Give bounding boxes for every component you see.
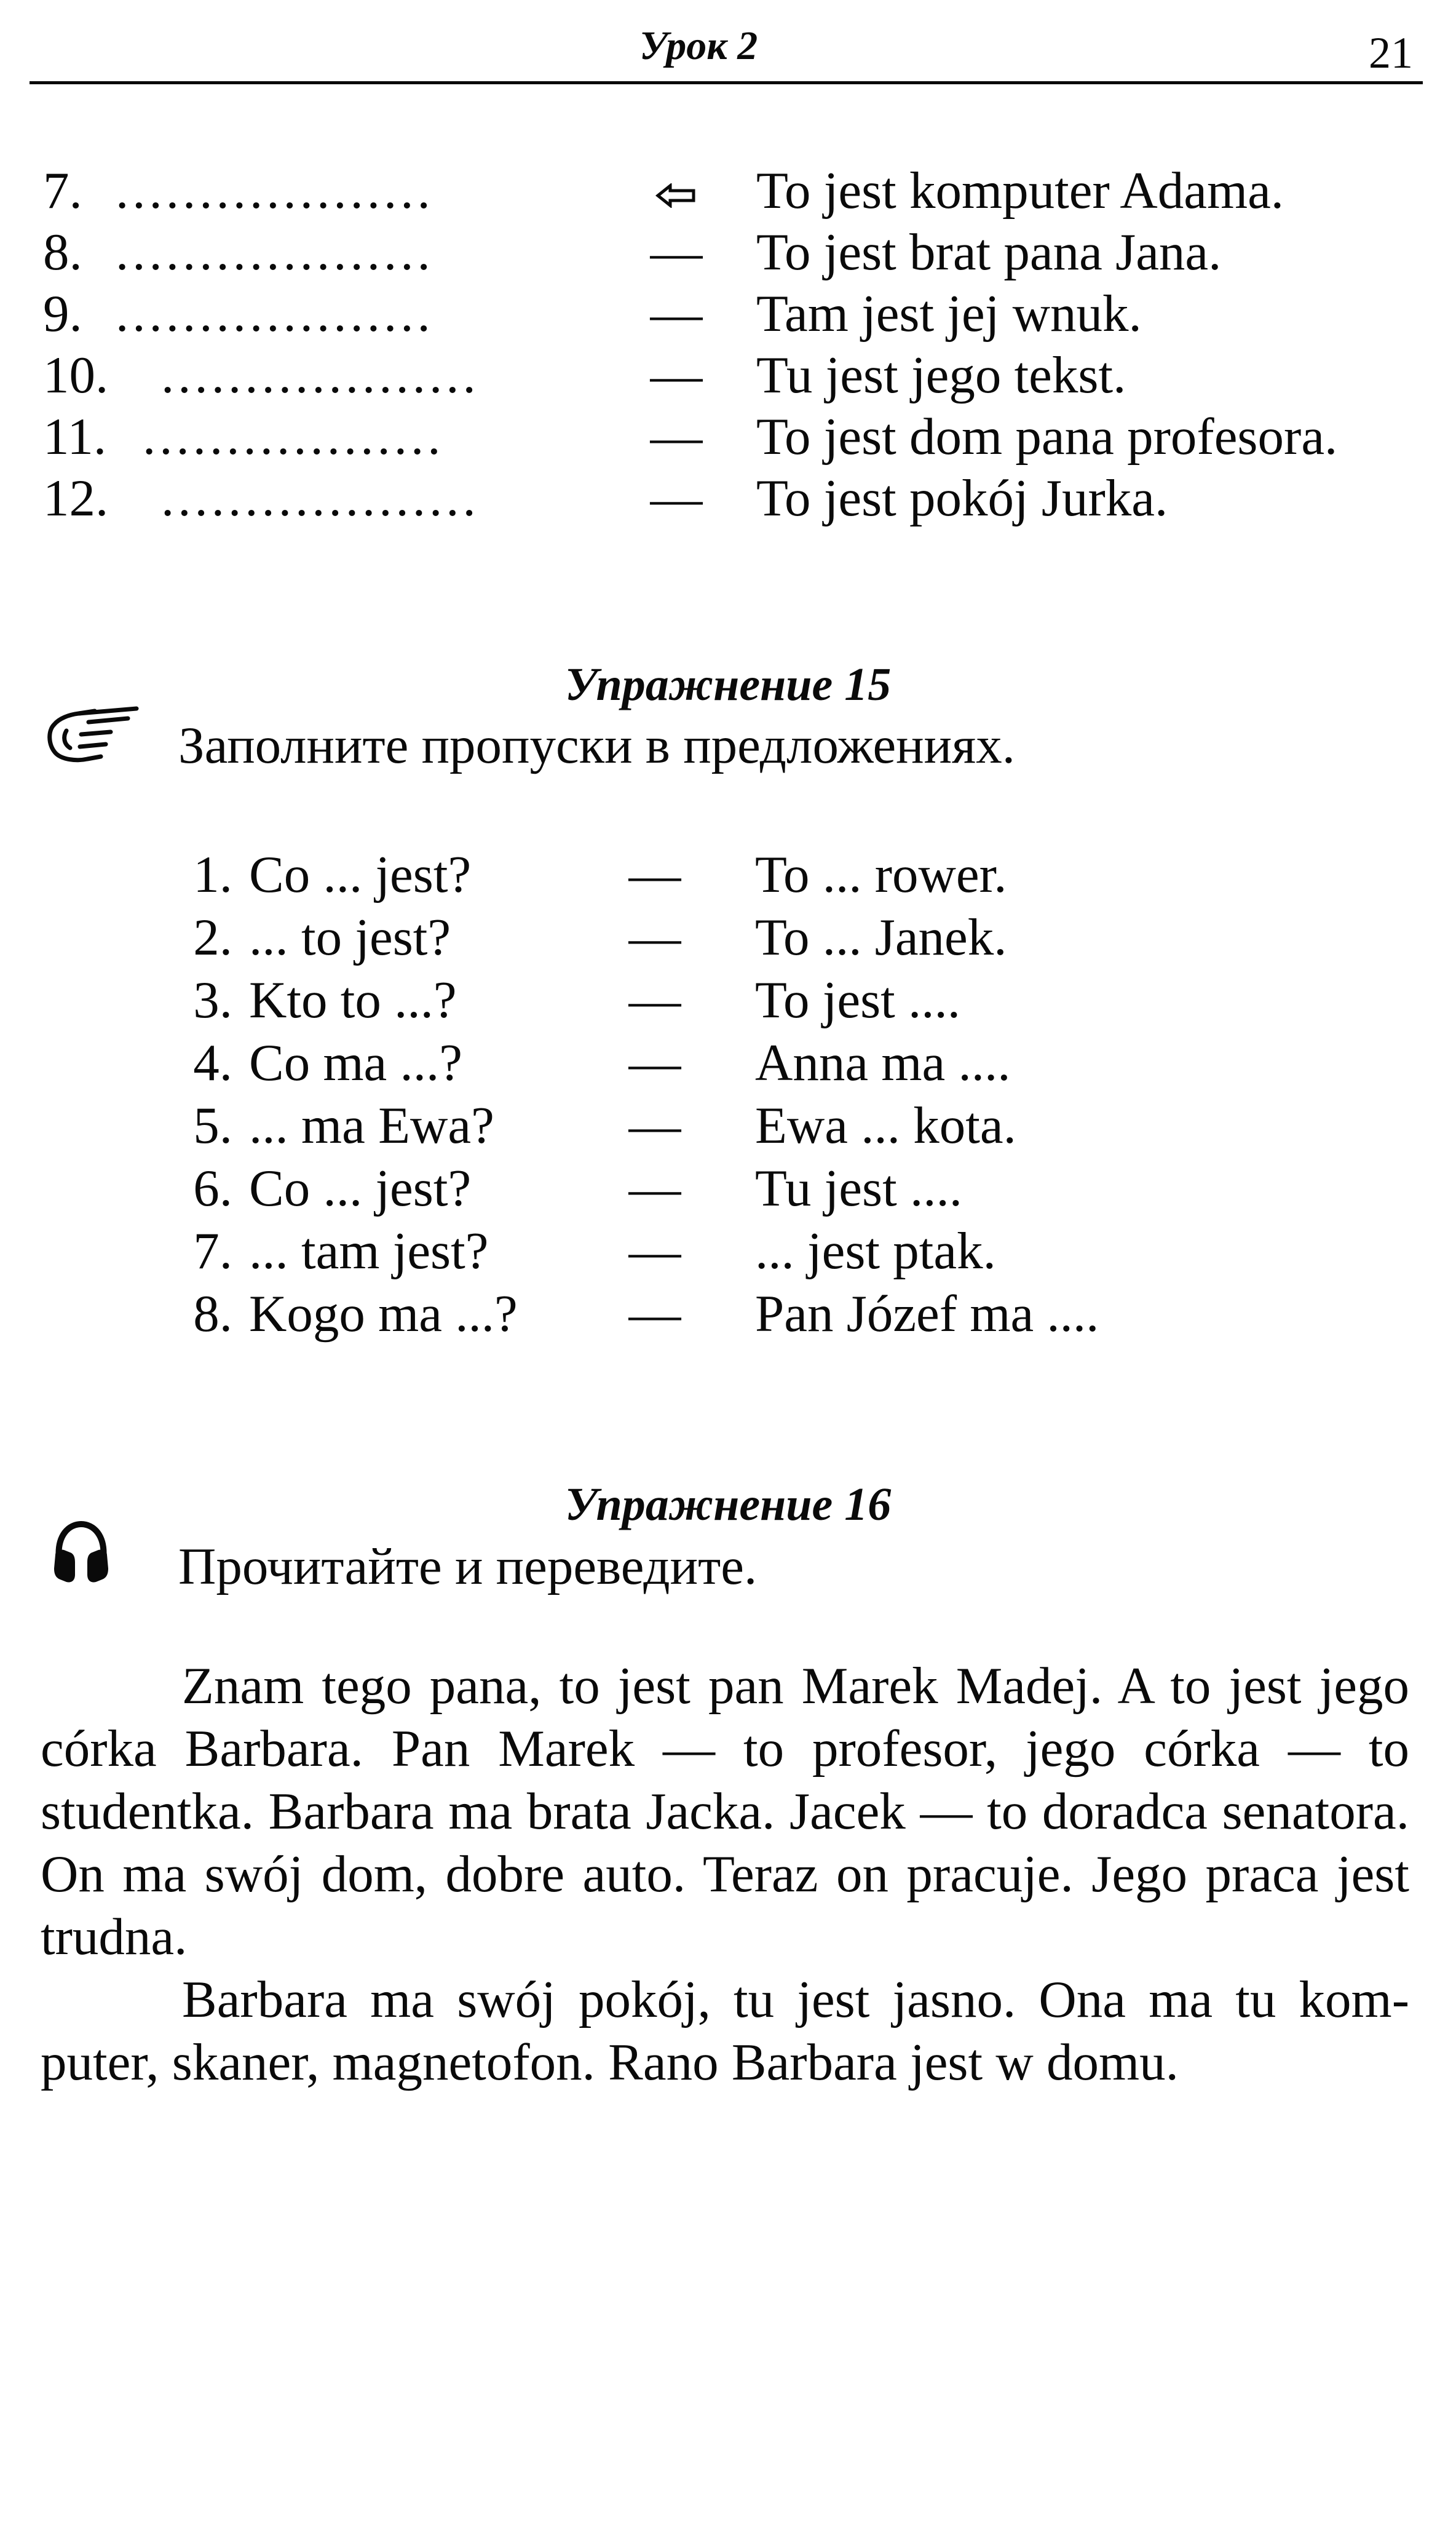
blank-dots: ................... — [161, 346, 480, 404]
headphones-icon — [50, 1519, 112, 1587]
dash: — — [628, 971, 681, 1029]
answer-text: To ... rower. — [755, 846, 1007, 904]
item-number: 3. — [193, 971, 232, 1029]
list-item — [0, 343, 1456, 407]
blank-dots: ................... — [161, 469, 480, 527]
answer-text: To jest brat pana Jana. — [756, 223, 1222, 281]
left-arrow-icon — [655, 183, 697, 208]
dash: — — [628, 908, 681, 966]
question-text: ... ma Ewa? — [249, 1097, 494, 1154]
answer-text: Anna ma .... — [755, 1034, 1011, 1092]
question-text: ... tam jest? — [249, 1222, 489, 1280]
item-number: 4. — [193, 1034, 232, 1092]
answer-text: To jest pokój Jurka. — [756, 469, 1168, 527]
answer-text: To ... Janek. — [755, 908, 1007, 966]
list-item — [0, 220, 1456, 284]
answer-text: Ewa ... kota. — [755, 1097, 1016, 1154]
answer-text: ... jest ptak. — [755, 1222, 996, 1280]
pointing-hand-icon — [44, 700, 152, 768]
dash: — — [628, 1285, 681, 1343]
list-item — [0, 1156, 1456, 1220]
answer-text: Tu jest jego tekst. — [756, 346, 1126, 404]
blank-dots: ................... — [116, 285, 434, 343]
page-number: 21 — [1369, 28, 1413, 77]
list-item — [0, 843, 1456, 907]
exercise-15-instruction: Заполните пропуски в предложениях. — [178, 717, 1015, 774]
item-number: 8. — [193, 1285, 232, 1343]
item-number: 7. — [193, 1222, 232, 1280]
running-header — [0, 0, 1456, 92]
item-number: 1. — [193, 846, 232, 904]
dash: — — [628, 1222, 681, 1280]
question-text: Co ... jest? — [249, 1159, 472, 1217]
blank-dots: ................... — [116, 162, 434, 220]
item-number: 9. — [43, 285, 82, 343]
item-number: 6. — [193, 1159, 232, 1217]
passage-paragraph-2: Barbara ma swój pokój, tu jest jasno. Ona ma tu komputer, skaner, magnetofon. Rano Barbara jest w domu. — [41, 1971, 1409, 2091]
answer-text: Pan Józef ma .... — [755, 1285, 1099, 1343]
dash: — — [650, 408, 703, 466]
answer-text: To jest dom pana profesora. — [756, 408, 1338, 466]
list-item — [0, 905, 1456, 969]
list-item — [0, 1219, 1456, 1283]
arrow-icon — [643, 159, 710, 223]
answer-text: To jest komputer Adama. — [756, 162, 1284, 220]
dash: — — [628, 1159, 681, 1217]
dash: — — [628, 846, 681, 904]
list-item — [0, 159, 1456, 223]
list-item — [0, 1094, 1456, 1158]
item-number: 8. — [43, 223, 82, 281]
answer-text: Tu jest .... — [755, 1159, 962, 1217]
dash: — — [650, 285, 703, 343]
question-text: ... to jest? — [249, 908, 451, 966]
list-item — [0, 1282, 1456, 1346]
dash: — — [650, 469, 703, 527]
question-text: Co ma ...? — [249, 1034, 463, 1092]
question-text: Co ... jest? — [249, 846, 472, 904]
blank-dots: .................. — [143, 408, 445, 466]
item-number: 10. — [43, 346, 109, 404]
exercise-16-instruction: Прочитайте и переведите. — [178, 1538, 758, 1595]
item-number: 7. — [43, 162, 82, 220]
header-rule — [30, 81, 1423, 84]
dash: — — [650, 346, 703, 404]
dash: — — [628, 1097, 681, 1154]
list-item — [0, 466, 1456, 530]
exercise-16-title: Упражнение 16 — [564, 1479, 892, 1530]
dash: — — [650, 223, 703, 281]
exercise-15-title: Упражнение 15 — [564, 659, 892, 710]
list-item — [0, 968, 1456, 1032]
question-text: Kogo ma ...? — [249, 1285, 518, 1343]
list-item — [0, 1031, 1456, 1095]
list-item — [0, 282, 1456, 346]
reading-passage — [41, 1655, 1409, 2094]
item-number: 12. — [43, 469, 109, 527]
dash: — — [628, 1034, 681, 1092]
item-number: 5. — [193, 1097, 232, 1154]
blank-dots: ................... — [116, 223, 434, 281]
answer-text: To jest .... — [755, 971, 961, 1029]
passage-paragraph-1: Znam tego pana, to jest pan Marek Madej. A to jest jego córka Barbara. Pan Marek — to profesor, jego córka — to studentka. Barbara ma brata Jacka. Jacek — to doradca senatora. On ma swój dom, dobre auto. Teraz on pracuje. Jego praca jest trudna. — [41, 1657, 1409, 1966]
list-item — [0, 405, 1456, 469]
chapter-title: Урок 2 — [639, 23, 758, 68]
item-number: 11. — [43, 408, 107, 466]
item-number: 2. — [193, 908, 232, 966]
answer-text: Tam jest jej wnuk. — [756, 285, 1142, 343]
question-text: Kto to ...? — [249, 971, 457, 1029]
